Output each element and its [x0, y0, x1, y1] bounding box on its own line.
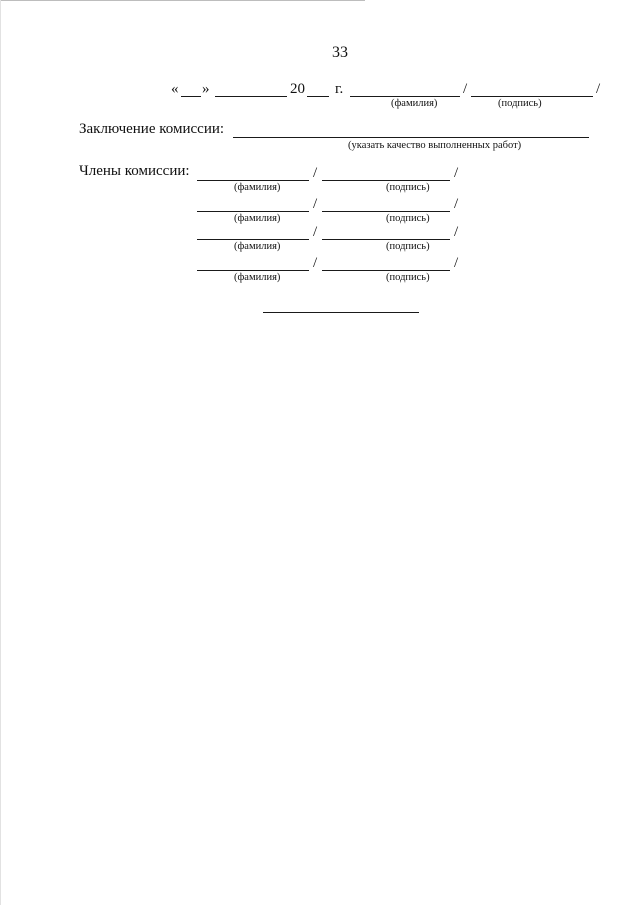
end-of-document-rule [263, 312, 419, 313]
member-signature-blank[interactable] [322, 211, 450, 212]
member-signature-caption: (подпись) [386, 213, 430, 224]
members-label: Члены комиссии: [79, 163, 190, 179]
date-separator: / [463, 81, 468, 97]
date-signature-caption: (подпись) [498, 98, 542, 109]
page-number: 33 [332, 44, 348, 61]
member-signature-blank[interactable] [322, 270, 450, 271]
year-prefix: 20 [290, 81, 305, 97]
scan-edge-left [0, 0, 1, 905]
member-separator-end: / [454, 196, 459, 212]
quote-close: » [202, 81, 210, 97]
day-blank[interactable] [181, 96, 201, 97]
member-signature-caption: (подпись) [386, 272, 430, 283]
member-separator: / [313, 224, 318, 240]
member-separator: / [313, 255, 318, 271]
member-separator-end: / [454, 224, 459, 240]
member-surname-caption: (фамилия) [234, 272, 281, 283]
member-separator: / [313, 165, 318, 181]
member-signature-blank[interactable] [322, 239, 450, 240]
date-separator-end: / [596, 81, 601, 97]
date-surname-blank[interactable] [350, 96, 460, 97]
conclusion-label: Заключение комиссии: [79, 121, 225, 137]
member-separator: / [313, 196, 318, 212]
member-signature-caption: (подпись) [386, 182, 430, 193]
scan-edge-top [0, 0, 365, 1]
member-surname-caption: (фамилия) [234, 241, 281, 252]
member-signature-caption: (подпись) [386, 241, 430, 252]
year-suffix: г. [335, 81, 344, 97]
member-surname-caption: (фамилия) [234, 182, 281, 193]
month-blank[interactable] [215, 96, 287, 97]
member-surname-blank[interactable] [197, 211, 309, 212]
conclusion-blank[interactable] [233, 137, 589, 138]
date-surname-caption: (фамилия) [391, 98, 438, 109]
member-separator-end: / [454, 165, 459, 181]
member-signature-blank[interactable] [322, 180, 450, 181]
member-surname-blank[interactable] [197, 180, 309, 181]
member-surname-caption: (фамилия) [234, 213, 281, 224]
year-blank[interactable] [307, 96, 329, 97]
member-separator-end: / [454, 255, 459, 271]
conclusion-caption: (указать качество выполненных работ) [348, 140, 522, 151]
date-signature-blank[interactable] [471, 96, 593, 97]
member-surname-blank[interactable] [197, 270, 309, 271]
quote-open: « [171, 81, 179, 97]
member-surname-blank[interactable] [197, 239, 309, 240]
